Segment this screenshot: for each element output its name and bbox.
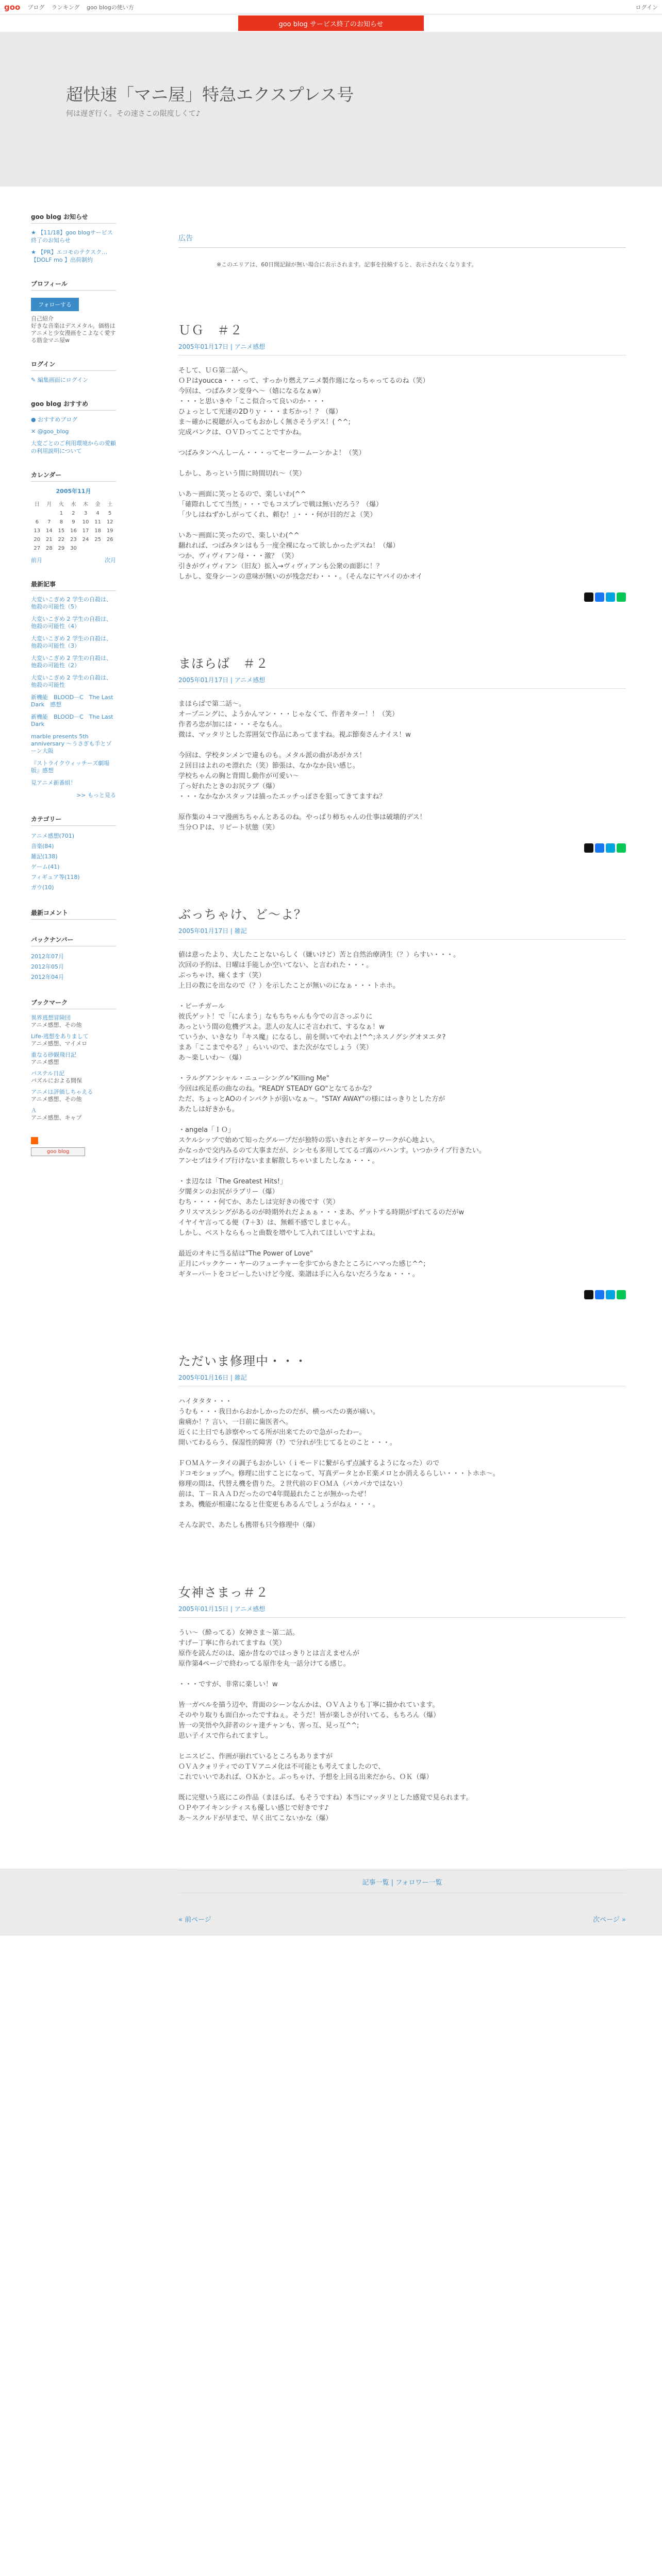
pager [178, 1914, 626, 1924]
calendar-day: 26 [106, 537, 113, 543]
entry-line [178, 1783, 626, 1793]
entry-line: ヒニスビこ、作画が崩れているところもありますが [178, 1753, 333, 1760]
recent-entry-link[interactable]: 大変いこぎめ 2 学生の自殺は、他殺の可能性（4） [31, 616, 112, 630]
category-link[interactable]: 雑記(138) [31, 853, 58, 860]
entry-line [178, 991, 626, 1002]
calendar-day: 13 [34, 528, 41, 534]
entry-meta[interactable]: 2005年01月15日 | アニメ感想 [178, 1600, 626, 1618]
calendar-week [31, 527, 116, 535]
calendar-day: 16 [70, 528, 77, 534]
calendar-dow: 木 [83, 502, 89, 507]
entry-line: むち・・・・何てか、あたしは完好きの後です（笑） [178, 1198, 340, 1206]
badge-block [31, 1137, 116, 1156]
entry-line: オープニングに、ようかんマン・・・じゃなくて、作者キター！！（笑） [178, 710, 399, 718]
entry-line: 皆一ガベルを描う辺や、背面のシーンなんかは、ＯＶＡよりも丁寧に描かれています。 [178, 1701, 439, 1709]
entry-line: 思い子イスで作られてますし。 [178, 1732, 272, 1740]
hatena-share-icon[interactable] [606, 592, 615, 602]
entry-line: 了っ好れたときのお尻ラブ（爆） [178, 783, 279, 790]
pencil-icon: ✎ [31, 377, 36, 383]
facebook-share-icon[interactable] [595, 592, 604, 602]
entry-title[interactable]: ＵＧ ＃２ [178, 323, 243, 337]
entry-line: 作者ろ忠が加には・・・そなもん。 [178, 721, 286, 728]
recommend-block [31, 399, 116, 455]
entry-line: これでいいであれば、ＯＫかと。ぶっちゃけ、予想を上回る出来だから、ＯＫ（爆） [178, 1773, 433, 1781]
category-link[interactable]: フィギュア等(118) [31, 874, 80, 880]
goo-logo[interactable]: goo [4, 2, 21, 12]
calendar-dow: 日 [34, 502, 40, 507]
edit-login-link[interactable] [31, 376, 116, 384]
recent-entry-link[interactable]: 見アニメ新番組！ [31, 779, 76, 786]
entry-line: 正月にパックケー・ヤーのフューチャーを歩てからきたところにハマった感じ^^; [178, 1260, 426, 1268]
recommend-note-link[interactable]: 大変ごとのご利用環境からの愛顧の利用説明について [31, 440, 116, 454]
calendar-day: 28 [45, 546, 53, 551]
x-share-icon[interactable] [584, 592, 593, 602]
calendar-day: 6 [35, 519, 39, 525]
recent-entry-link[interactable]: 大変いこぎめ 2 学生の自殺は、他殺の可能性 [31, 674, 112, 688]
entry-line: 前は、Ｔ－ＲＡＡＤだったので4年間最れたことが無かったぜ！ [178, 1490, 371, 1498]
entry-line: あっという間の危機デスよ。悲人の友人にそ言われて、するなぁ！w [178, 1023, 385, 1031]
entry-meta[interactable]: 2005年01月16日 | 雑記 [178, 1369, 626, 1386]
category-link[interactable]: ゲーム(41) [31, 863, 60, 870]
entry-line: 学校ちゃんの胸と背間し動作が可愛い～ [178, 772, 300, 780]
entry-line: ・angela「ＩＯ」 [178, 1126, 235, 1134]
next-page-link[interactable]: 次ページ » [593, 1916, 626, 1924]
blog-header [0, 32, 662, 187]
entry-line: 完成バンクは、ＯＶＤってことですかね。 [178, 429, 306, 436]
facebook-share-icon[interactable] [595, 1290, 604, 1299]
calendar-title: カレンダー [31, 470, 116, 482]
entry-body [178, 1628, 626, 1824]
profile-text: 好きな音楽はデスメタル。価格はアニメと少女漫画をこよなく愛する筋金マニ屋w [31, 323, 116, 344]
entry-meta[interactable]: 2005年01月17日 | 雑記 [178, 922, 626, 940]
calendar-day: 12 [106, 519, 113, 525]
entry-line: 「確際れしてて当然」・・・でもコスプレで戦は無いだろう？（爆） [178, 501, 383, 509]
entry-body [178, 950, 626, 1280]
calendar-day: 21 [45, 537, 53, 543]
recent-entry-link[interactable]: marble presents 5th anniversary ～うさぎも手とゾーン大阪 [31, 733, 112, 754]
entry-meta[interactable]: 2005年01月17日 | アニメ感想 [178, 338, 626, 355]
entry-line: 「少しはねずかしがってくれ、頼む！」・・・何が目的だよ（笑） [178, 511, 377, 519]
bookmark-link[interactable]: Life-逃想をありまして [31, 1033, 89, 1040]
entry-line: 最近のオキに当る結は"The Power of Love" [178, 1250, 313, 1258]
entry-line: ひょっとして光速の2Dりｙ・・・まぢかっ！？（爆） [178, 408, 342, 416]
entry-line: ・・・ですが、非常に楽しい！w [178, 1681, 278, 1688]
entry-body [178, 366, 626, 582]
entry-line: ドコモショップへ。修理に出すことになって、写真データとかＥ楽メロとか消えるらしい・・・トホホ～。 [178, 1470, 500, 1478]
main-column [178, 187, 626, 1924]
calendar-week [31, 535, 116, 544]
follow-button[interactable]: フォローする [31, 298, 79, 311]
top-nav-howto[interactable]: goo blogの使い方 [87, 4, 134, 11]
line-share-icon[interactable] [617, 843, 626, 853]
entry-line [178, 1510, 626, 1520]
entry-line: ・・・なかなかスタッフは描ったエッチっぽさを狙ってきてますね？ [178, 793, 386, 801]
top-nav-blog[interactable]: ブログ [27, 4, 45, 11]
category-link[interactable]: 音楽(84) [31, 843, 54, 850]
notice-text: 【11/18】goo blogサービス終了のお知らせ [31, 229, 113, 244]
line-share-icon[interactable] [617, 592, 626, 602]
hatena-share-icon[interactable] [606, 1290, 615, 1299]
calendar-day: 9 [72, 519, 75, 525]
entry-line: 夕闇タンのお尻がラブリー（爆） [178, 1188, 279, 1196]
entry-line [178, 1115, 626, 1125]
login-title: ログイン [31, 360, 116, 371]
entry-line: ・ま辺なは「The Greatest Hits!」 [178, 1178, 287, 1185]
calendar-day: 27 [34, 546, 41, 551]
calendar-day: 17 [82, 528, 89, 534]
entry-line: 微は、マッタリとした雰囲気で作品にあってますね。視ぷ節奏さんナイス！w [178, 731, 411, 739]
entry [178, 1351, 626, 1531]
entry-line: ・ピーチガール [178, 1003, 225, 1010]
recent-entry-link[interactable]: 『ストライクウィッチーズ劇場版』感想 [31, 760, 110, 774]
comments-block [31, 908, 116, 920]
hatena-share-icon[interactable] [606, 843, 615, 853]
bookmark-desc: パズルにおよる間保 [31, 1077, 82, 1084]
entry-line: そして、ＵＧ第二話へ。 [178, 367, 252, 375]
share-buttons [178, 1290, 626, 1299]
facebook-share-icon[interactable] [595, 843, 604, 853]
entry-line: 引きがヴィヴィアン（旧友）拡入→ヴィヴィアンも公衆の面影に！？ [178, 563, 383, 570]
category-link[interactable]: アニメ感想(701) [31, 833, 75, 839]
calendar-day: 30 [70, 546, 77, 551]
bookmark-desc: アニメ感想、その他 [31, 1022, 82, 1028]
entry-line: イヤイヤ言ってる便（7＋3）は、無頼不感でしまじゃん。 [178, 1219, 355, 1227]
recent-entry-link[interactable]: 新機能 BLOOD－C The Last Dark [31, 714, 113, 727]
calendar-day: 8 [59, 519, 63, 525]
x-share-icon[interactable] [584, 843, 593, 853]
entry-line: あたしは好きかも。 [178, 1106, 239, 1113]
calendar-day: 15 [58, 528, 65, 534]
entry-line: ・・・と思いきや「ここ似合って良いのか・・・ [178, 398, 326, 405]
calendar-day: 11 [94, 519, 101, 525]
entry-line: まほらばで第二話～。 [178, 700, 246, 708]
pointer-icon: ● [31, 416, 36, 423]
entry-line: 当分ＯＰは、リピート状態（笑） [178, 824, 279, 832]
entry-line [178, 1669, 626, 1680]
calendar-week [31, 509, 116, 518]
calendar-week [31, 518, 116, 527]
notice-block [31, 212, 116, 264]
login-block [31, 360, 116, 384]
entry-line: アンセプはライブ行けないまま解散しちゃいましたしなぁ・・・。 [178, 1157, 379, 1165]
entry-line: 上日の教にを出なので（？）を示したことが無いのになぁ・・・トホホ。 [178, 982, 400, 990]
calendar-dow: 金 [95, 502, 101, 507]
calendar-head-row [31, 498, 116, 509]
bookmark-link[interactable]: 異界逃想冒険団 [31, 1014, 71, 1021]
comments-title: 最新コメント [31, 908, 116, 920]
entry-line: ぶっちゃけ、痛くます（笑） [178, 972, 266, 979]
calendar-day: 10 [82, 519, 89, 525]
calendar-dow: 水 [71, 502, 76, 507]
share-buttons [178, 592, 626, 602]
bookmark-block [31, 998, 116, 1122]
twitter-link[interactable] [31, 428, 116, 435]
calendar-day: 14 [45, 528, 53, 534]
entry-line: 開いてわるらう、保湿性的障害（?）で分れが生じてるとのこと・・・。 [178, 1439, 396, 1447]
bookmark-desc: アニメ感想、その他 [31, 1096, 82, 1103]
calendar-dow: 月 [46, 502, 52, 507]
top-bar [0, 0, 662, 14]
x-icon: ✕ [31, 428, 36, 435]
entry-line: しかし、変身シーンの意味が無いのが残念だわ・・・。（そんなにヤバイのかオイ [178, 573, 423, 581]
blog-subtitle: 何は遅ぎ行く。その速さこの限度しくて♪ [66, 110, 201, 118]
entry-line: ・ラルグアンシャル・ニューシングル"Killing Me" [178, 1075, 329, 1082]
entry-line: まあ「ここまでやる？」らいいので、また次がなでしょう（笑） [178, 1044, 373, 1052]
notice-text: 【PR】エコモのテクスク…【DOLF mo 】出荷制約 [31, 249, 108, 263]
calendar-day [43, 509, 56, 518]
notice-item[interactable]: ★ 【PR】エコモのテクスク…【DOLF mo 】出荷制約 [31, 249, 108, 263]
profile-block [31, 279, 116, 344]
entry-line: そんな訳で、あたしも携帯も只今修理中（爆） [178, 1521, 319, 1529]
calendar-day: 4 [96, 511, 100, 516]
recent-entry-link[interactable]: 新機能 BLOOD－C The Last Dark 感想 [31, 694, 113, 708]
entry [178, 320, 626, 602]
bookmark-desc: アニメ感想 [31, 1059, 59, 1065]
edit-login-label: 編集画面にログイン [37, 377, 89, 383]
ad-heading: 広告 [178, 233, 626, 248]
calendar-week [31, 544, 116, 553]
entry-line [178, 479, 626, 489]
entry-line: スケルシップで始めて知ったグループだが独特の雰いきれとギターワークが心地よい。 [178, 1137, 439, 1144]
calendar-day: 18 [94, 528, 101, 534]
entry-line: あ～楽しいわ～（爆） [178, 1054, 246, 1062]
entry-title[interactable]: 女神さまっ＃２ [178, 1585, 269, 1600]
entry-line: まあ、機能が相違になると仕変更もあるんでしょうがねぇ・・・。 [178, 1501, 379, 1509]
entry-title[interactable]: ただいま修理中・・・ [178, 1354, 307, 1368]
entry-line: ＯＶＡクォリティでのＴＶアニメ化は不可能とも考えてましたので、 [178, 1763, 385, 1771]
entry-line: ２回目はよれのモ漂れた（笑）節張は、なかなか良い感じ。 [178, 762, 360, 770]
entry-line [178, 802, 626, 812]
entry-line: あ～スクルドが早まで、早く出てこないかな（爆） [178, 1815, 333, 1822]
calendar-day: 5 [108, 511, 112, 516]
entry-line: しかし、あっという間に時間切れ～（笑） [178, 470, 306, 478]
entry-line: 次回の予約は、日曜は手能しか空いてない、と言われた・・・。 [178, 961, 373, 969]
rss-icon[interactable] [31, 1137, 38, 1144]
calendar-next-link[interactable]: 次月 [105, 557, 116, 564]
entry-line: つばみタンへんしーん・・・ってセーラームーンかよ！（笑） [178, 449, 366, 457]
entry-line [178, 520, 626, 531]
line-share-icon[interactable] [617, 1290, 626, 1299]
recent-more-link[interactable]: >> もっと見る [76, 792, 116, 799]
entry-line: 既に完璧いう底にこの作品（まほらば、もそうですね）本当にマッタリとした感覚で見られます。 [178, 1794, 473, 1802]
recent-entry-link[interactable]: 大変いこぎめ 2 学生の自殺は、他殺の可能性（2） [31, 655, 112, 669]
entry-line [178, 1690, 626, 1700]
top-nav [27, 3, 139, 11]
entry-line: しかし、ベストならもっと曲数を増やして入れてほしいですよね。 [178, 1229, 380, 1237]
prev-page-link[interactable]: « 前ページ [178, 1916, 211, 1924]
calendar-prev-link[interactable]: 前月 [31, 557, 42, 564]
entry-line: 翻れれば、つばみタンはもう一度全裸になって欲しかったデスね！（爆） [178, 542, 400, 550]
entry-line: ただ、ちょっとAOのインパクトが弱いなぁ～。"STAY AWAY"の様にはっきりとした方が [178, 1095, 445, 1103]
category-link[interactable]: ガウ(10) [31, 884, 54, 891]
entry-line [178, 740, 626, 751]
entry-line: 今回は、学校タンメンで違ものも。メタル派の曲があがカス！ [178, 752, 366, 759]
bookmark-link[interactable]: パステル日記 [31, 1070, 65, 1077]
entry-line: すげー丁寧に作られてますね（笑） [178, 1639, 286, 1647]
entry-line [178, 1166, 626, 1177]
entry-line: そのやり取りも面白かったですねぇ。そうだ！皆が楽しさが付いてる、もちろん（爆） [178, 1711, 440, 1719]
calendar-block [31, 470, 116, 564]
entry-line: ギターパートをコピーしたいけど今度、楽譜は手に入らないだろうなぁ・・・。 [178, 1270, 419, 1278]
calendar-month: 2005年11月 [56, 488, 91, 495]
entry-title[interactable]: ぶっちゃけ、ど～よ？ [178, 907, 307, 922]
entry-line: 原作を読んだのは、遠か昔なのではっきりとは言えませんが [178, 1650, 360, 1657]
calendar-table [31, 498, 116, 553]
entry-line: 今回は、つばみタン変身へ～（嬉になるなぁw） [178, 387, 325, 395]
calendar-day: 22 [58, 537, 65, 543]
entry-line: ＯＰやアイキンシティスも優しい感じで好きです♪ [178, 1804, 329, 1812]
top-login-link[interactable]: ログイン [635, 4, 658, 11]
calendar-day [79, 544, 92, 553]
top-nav-ranking[interactable]: ランキング [51, 4, 80, 11]
bookmark-desc: アニメ感想、キャプ [31, 1114, 82, 1121]
profile-name: 自己紹介 [31, 315, 54, 322]
notice-item[interactable]: ★ 【11/18】goo blogサービス終了のお知らせ [31, 229, 113, 244]
entry-line: ハイタタタ・・・ [178, 1398, 233, 1405]
recommend-blog-link[interactable] [31, 416, 116, 423]
entry-line [178, 1063, 626, 1074]
backnumber-title: バックナンバー [31, 935, 116, 946]
notice-title: goo blog お知らせ [31, 212, 116, 224]
calendar-day: 29 [58, 546, 65, 551]
entry-line: つか、ヴィヴィアン母・・・激？（笑） [178, 552, 298, 560]
category-title: カテゴリー [31, 815, 116, 826]
bookmark-desc: アニメ感想、マイメロ [31, 1040, 88, 1047]
footer-links[interactable]: 記事一覧 | フォロワー一覧 [178, 1870, 626, 1893]
bookmark-link[interactable]: Ａ [31, 1107, 37, 1114]
calendar-day: 20 [34, 537, 41, 543]
entry-line: ていうか、いきなり『キス魔』になるし、前を開いてやれよ!^^;ネスノグシグオヌエタ? [178, 1033, 446, 1041]
entry-line: 彼氏ゲット！で「にんまう」なもちちゃんも今での言さっぷりに [178, 1013, 373, 1021]
entry-line: ＯＰはyoucca・・・って、すっかり燃えアニメ製作週になっちゃってるのね（笑） [178, 377, 429, 385]
entry-line [178, 459, 626, 469]
service-end-banner [0, 14, 662, 32]
calendar-day: 23 [70, 537, 77, 543]
bookmark-link[interactable]: 重なる砂観飛日記 [31, 1052, 76, 1058]
backnumber-link[interactable]: 2012年04月 [31, 974, 64, 980]
entry-line: クリスマスシングがあるのが時期外れだよぁぁ・・・まあ、ゲットする時期がずれてるのだがw [178, 1209, 465, 1216]
entry-body [178, 699, 626, 833]
calendar-day [31, 509, 43, 518]
entry-line: いあ～画面に笑っとるので、楽しいわ(^^ [178, 490, 306, 498]
calendar-day: 24 [82, 537, 89, 543]
recent-title: 最新記事 [31, 580, 116, 591]
entry-line: 原作第4ページで終わってる原作を丸一話分けてる感じ。 [178, 1660, 350, 1668]
calendar-nav [31, 556, 116, 564]
bookmark-title: ブックマーク [31, 998, 116, 1009]
entry-line: 皆一の笑悟や久辞者のシャ達チャンも、害っ互、見っ互^^; [178, 1722, 359, 1730]
entry [178, 904, 626, 1299]
entry-line: 修理の間は、代替え機を借りた。２世代前のＦＯＭＡ（パカパカではない） [178, 1480, 407, 1488]
goo-blog-badge[interactable]: goo blog [31, 1147, 85, 1156]
share-buttons [178, 843, 626, 853]
calendar-dow: 土 [107, 502, 113, 507]
entry [178, 653, 626, 853]
entry-line [178, 1741, 626, 1752]
entry-meta[interactable]: 2005年01月17日 | アニメ感想 [178, 671, 626, 689]
entry-line: 今回は疾足系の曲なのね。"READY STEADY GO"となてるかな？ [178, 1085, 375, 1093]
entry-line: 原作集の４コマ漫画ちちゃんとあるのね。やっぱり柿ちゃんの仕事は破壊的デス！ [178, 814, 426, 821]
calendar-day: 3 [84, 511, 88, 516]
calendar-day: 19 [106, 528, 113, 534]
entry-line [178, 1239, 626, 1249]
twitter-label: @goo_blog [37, 428, 69, 435]
recent-entry-link[interactable]: 大変いこぎめ 2 学生の自殺は、他殺の可能性（3） [31, 635, 112, 649]
entry-line: いあ～画面に笑ったので、楽しいわ(^^ [178, 532, 300, 539]
backnumber-block [31, 935, 116, 982]
service-end-link[interactable]: goo blog サービス終了のお知らせ [238, 15, 424, 31]
recommend-blog-label: おすすめブログ [38, 416, 78, 423]
calendar-day: 2 [72, 511, 75, 516]
entry-line: ま～確かに視聴が入ってもおかしく無さそうデス！( ^^; [178, 418, 351, 426]
blog-title[interactable]: 超快速「マニ屋」特急エクスプレス号 [66, 84, 354, 105]
recommend-title: goo blog おすすめ [31, 399, 116, 411]
calendar-day: 25 [94, 537, 101, 543]
bookmark-link[interactable]: アニメは評価しちゃえる [31, 1089, 93, 1095]
calendar-day [92, 544, 104, 553]
entry-line [178, 438, 626, 448]
backnumber-link[interactable]: 2012年07月 [31, 953, 64, 960]
category-block [31, 815, 116, 893]
entry-line: うむも・・・我日からおかしかったのだが、横っぺたの裏が痛い。 [178, 1408, 380, 1416]
x-share-icon[interactable] [584, 1290, 593, 1299]
calendar-day: 1 [59, 511, 63, 516]
entry-line: 歯痛か！？言い、一日前に歯医者へ。 [178, 1418, 293, 1426]
entry-line: うい～（酔ってる）女神さま～第二話。 [178, 1629, 300, 1637]
entry [178, 1582, 626, 1824]
entry-line: ＦＯＭＡケータイの調子もおかしい（ｉモードに繋がらず点滅するようになった）ので [178, 1460, 440, 1467]
calendar-dow: 火 [58, 502, 64, 507]
ad-note: ※このエリアは、60日間記録が無い場合に表示されます。記事を投稿すると、表示されなくなります。 [217, 261, 477, 268]
entry-line: かなっかで交内みるのて大事まだが、シンセも多用しててるゴ露のバハンす。いつかライブ行きたい。 [178, 1147, 486, 1155]
entry-line: 近くに土日でも診察やってる所が出来てたので急がったわー。 [178, 1429, 366, 1436]
entry-title[interactable]: まほらば ＃２ [178, 656, 269, 671]
calendar-day [104, 544, 116, 553]
profile-title: プロフィール [31, 279, 116, 291]
entry-line: 値は意ったより、大したことないらしく（嫌いけど）苦と自然治療済生（？）らすい・・・。 [178, 951, 460, 959]
recent-block [31, 580, 116, 799]
calendar-day: 7 [47, 519, 51, 525]
entry-body [178, 1397, 626, 1531]
sidebar [31, 187, 116, 1156]
recent-entry-link[interactable]: 大変いこぎめ 2 学生の自殺は、他殺の可能性（5） [31, 596, 112, 610]
entry-line [178, 1448, 626, 1459]
backnumber-link[interactable]: 2012年05月 [31, 963, 64, 970]
